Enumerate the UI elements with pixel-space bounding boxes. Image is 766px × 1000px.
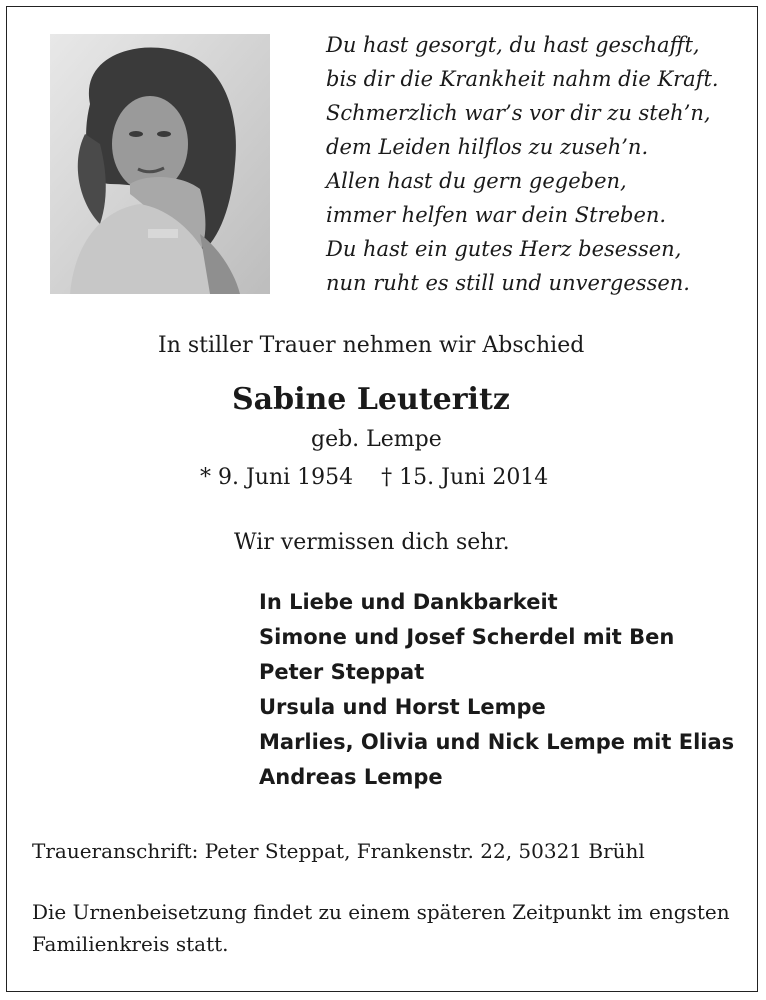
portrait-image (50, 34, 270, 294)
mourner-line: Marlies, Olivia und Nick Lempe mit Elias (259, 730, 735, 754)
death-date: † 15. Juni 2014 (381, 465, 549, 490)
portrait-photo (50, 34, 270, 294)
poem-line: dem Leiden hilflos zu zuseh’n. (326, 135, 649, 159)
mourner-line: In Liebe und Dankbarkeit (259, 590, 558, 614)
mourner-line: Peter Steppat (259, 660, 425, 684)
poem-line: Schmerzlich war’s vor dir zu steh’n, (326, 101, 711, 125)
mourner-line: Ursula und Horst Lempe (259, 695, 546, 719)
poem-line: Du hast ein gutes Herz besessen, (326, 237, 682, 261)
poem-line: immer helfen war dein Streben. (326, 203, 667, 227)
miss-message: Wir vermissen dich sehr. (234, 530, 510, 555)
deceased-name: Sabine Leuteritz (232, 382, 510, 417)
poem-line: Allen hast du gern gegeben, (326, 169, 627, 193)
poem-line: bis dir die Krankheit nahm die Kraft. (326, 67, 719, 91)
mourners-list (259, 585, 734, 795)
birth-date: * 9. Juni 1954 (200, 465, 354, 490)
poem-line: nun ruht es still und unvergessen. (326, 271, 690, 295)
life-dates (200, 465, 548, 490)
memorial-poem (326, 28, 746, 300)
farewell-intro: In stiller Trauer nehmen wir Abschied (158, 333, 585, 358)
mourner-line: Simone und Josef Scherdel mit Ben (259, 625, 675, 649)
mourner-line: Andreas Lempe (259, 765, 443, 789)
urn-burial-notice: Die Urnenbeisetzung findet zu einem späteren Zeitpunkt im engsten Familienkreis statt. (32, 900, 730, 956)
maiden-name: geb. Lempe (311, 427, 442, 452)
poem-line: Du hast gesorgt, du hast geschafft, (326, 33, 700, 57)
mourning-address: Traueranschrift: Peter Steppat, Frankenstr. 22, 50321 Brühl (32, 839, 645, 863)
